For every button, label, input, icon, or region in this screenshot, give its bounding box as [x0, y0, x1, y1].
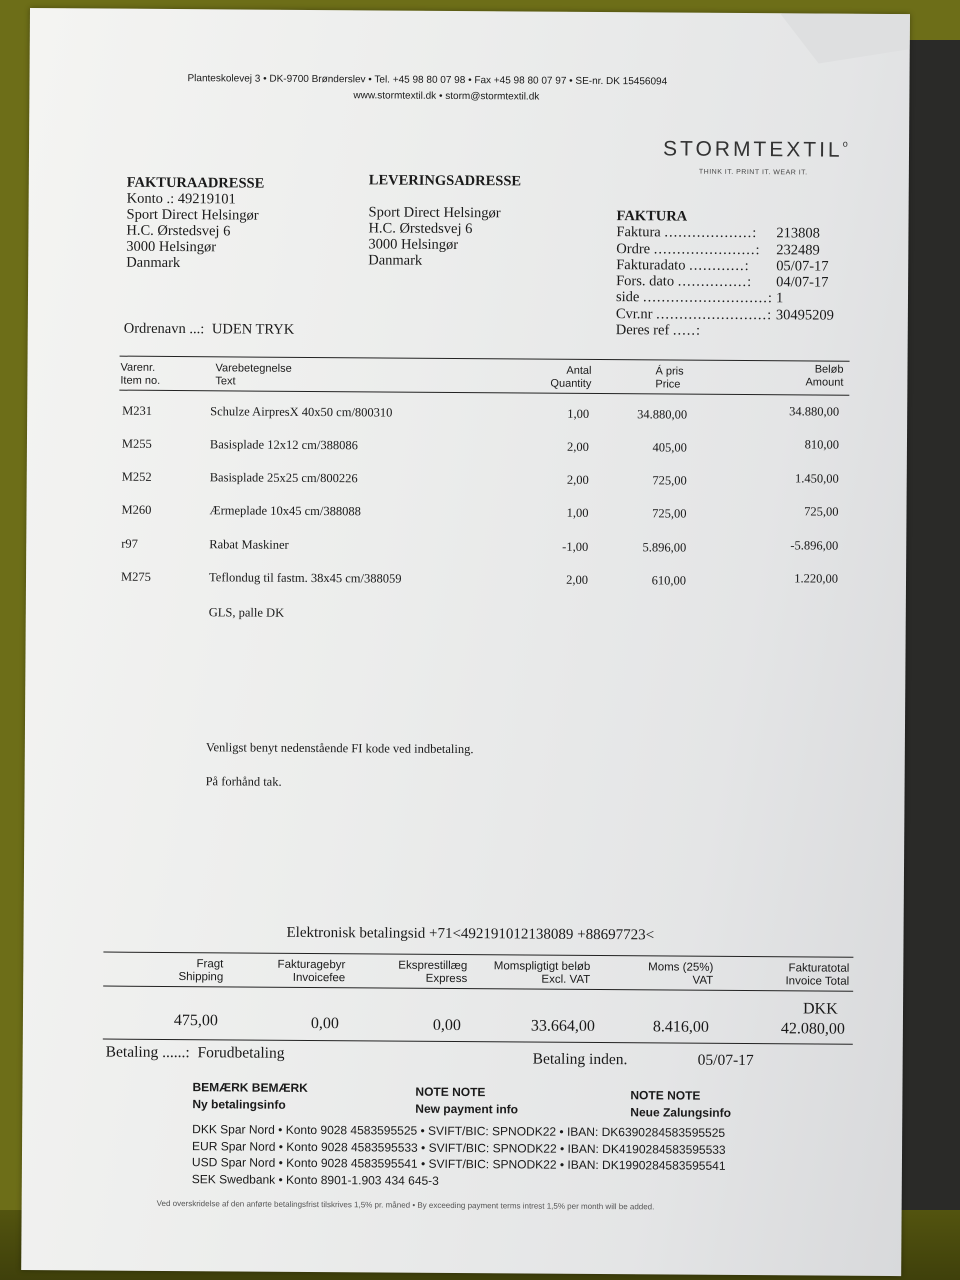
item-text: Schulze AirpresX 40x50 cm/800310 — [210, 404, 393, 420]
billing-title: FAKTURAADRESSE — [126, 174, 265, 192]
payment-due-date: 05/07-17 — [697, 1051, 754, 1070]
totals-value-express: 0,00 — [432, 1016, 461, 1035]
invoice-meta-row — [616, 257, 834, 275]
billing-line: Danmark — [126, 254, 181, 272]
col-quantity: Antal Quantity — [550, 364, 592, 390]
company-tagline: THINK IT. PRINT IT. WEAR IT. — [698, 168, 808, 177]
totals-header-vat: Moms (25%) VAT — [648, 961, 714, 987]
delivery-line: Danmark — [368, 252, 423, 269]
meta-label: side ...........................: — [615, 289, 773, 307]
invoice-meta-row — [616, 224, 834, 242]
delivery-line: Sport Direct Helsingør — [368, 204, 501, 222]
item-text: Basisplade 12x12 cm/388086 — [209, 437, 358, 453]
note-german: NOTE NOTE Neue Zalungsinfo — [630, 1088, 732, 1120]
item-text: Rabat Maskiner — [209, 537, 289, 552]
payment-terms — [106, 1044, 285, 1063]
col-price: Á pris Price — [655, 365, 684, 391]
meta-value: 1 — [775, 290, 784, 307]
item-price: 610,00 — [651, 573, 687, 588]
item-no: M231 — [122, 403, 153, 418]
item-no: r97 — [121, 536, 138, 551]
currency: DKK — [802, 1000, 838, 1018]
item-text: Basisplade 25x25 cm/800226 — [209, 470, 358, 486]
meta-label: Faktura ...................: — [616, 224, 758, 242]
invoice-meta — [616, 208, 835, 340]
item-quantity: -1,00 — [562, 539, 589, 554]
item-price: 725,00 — [652, 506, 687, 521]
meta-value: 04/07-17 — [776, 274, 829, 291]
konto-value: 49219101 — [177, 191, 236, 208]
invoice-title: FAKTURA — [616, 208, 688, 225]
meta-label: Deres ref .....: — [615, 322, 702, 339]
note-english: NOTE NOTE New payment info — [415, 1084, 519, 1117]
totals-header-invoicefee: Fakturagebyr Invoicefee — [277, 958, 346, 985]
item-price: 725,00 — [652, 473, 687, 488]
item-price: 5.896,00 — [642, 540, 687, 555]
payment-due-label: Betaling inden. — [532, 1050, 628, 1069]
company-contact-line: Planteskolevej 3 • DK-9700 Brønderslev • Tel. +45 98 80 07 98 • Fax +45 98 80 07 97 • SE-nr. DK 15456094 — [187, 73, 668, 88]
item-quantity: 2,00 — [566, 472, 589, 487]
item-no: M252 — [121, 469, 152, 484]
invoice-meta-row — [616, 322, 834, 340]
item-text: Teflondug til fastm. 38x45 cm/388059 — [208, 570, 402, 586]
item-quantity: 1,00 — [567, 406, 590, 421]
bank-line: DKK Spar Nord • Konto 9028 4583595525 • SVIFT/BIC: SPNODK22 • IBAN: DK6390284583595525 — [192, 1122, 726, 1140]
bank-details — [192, 1121, 726, 1191]
item-amount: 1.450,00 — [794, 471, 839, 486]
item-amount: 1.220,00 — [794, 571, 839, 586]
payment-label: Betaling ......: — [105, 1043, 190, 1062]
item-no: M255 — [121, 436, 152, 451]
meta-value: 05/07-17 — [776, 258, 829, 275]
invoice-page — [21, 8, 910, 1276]
totals-value-vat: 8.416,00 — [652, 1018, 709, 1036]
bank-line: USD Spar Nord • Konto 9028 4583595541 • SVIFT/BIC: SPNODK22 • IBAN: DK1990284583595541 — [191, 1155, 726, 1173]
item-quantity: 2,00 — [567, 439, 589, 454]
meta-label: Ordre ......................: — [616, 240, 761, 258]
company-web-line: www.stormtextil.dk • storm@stormtextil.dk — [353, 90, 540, 103]
logo-text: STORMTEXTIL — [662, 137, 843, 162]
col-amount: Beløb Amount — [805, 363, 844, 389]
billing-line: H.C. Ørstedsvej 6 — [126, 222, 231, 240]
item-amount: -5.896,00 — [790, 538, 839, 553]
thanks-message: På forhånd tak. — [205, 774, 282, 789]
billing-line: 3000 Helsingør — [126, 238, 217, 256]
totals-header-invoice-total: Fakturatotal Invoice Total — [785, 962, 850, 988]
meta-label: Fors. dato ...............: — [616, 273, 753, 291]
meta-value: 232489 — [776, 241, 820, 259]
delivery-line: H.C. Ørstedsvej 6 — [368, 220, 473, 238]
shipping-note: GLS, palle DK — [208, 605, 285, 620]
konto-label: Konto .: — [126, 190, 175, 208]
table-header-rule — [119, 390, 849, 396]
note-danish: BEMÆRK BEMÆRK Ny betalingsinfo — [192, 1080, 308, 1112]
totals-header-excl-vat: Momspligtigt beløb Excl. VAT — [493, 960, 591, 986]
invoice-meta-row — [616, 306, 834, 324]
billing-address — [126, 175, 264, 272]
meta-label: Fakturadato ............: — [616, 256, 750, 274]
billing-konto — [127, 191, 265, 208]
col-item-no: Varenr. Item no. — [120, 361, 161, 387]
company-logo — [663, 137, 851, 162]
meta-label: Cvr.nr ........................: — [615, 305, 773, 323]
logo-mark: o — [842, 138, 851, 149]
item-text: Ærmeplade 10x45 cm/388088 — [209, 503, 361, 519]
folded-corner — [780, 13, 910, 64]
item-quantity: 2,00 — [566, 572, 589, 587]
payment-id: Elektronisk betalingsid +71<492191012138089 +88697723< — [286, 924, 655, 944]
delivery-line: 3000 Helsingør — [368, 236, 459, 253]
delivery-address — [368, 172, 521, 269]
meta-value: 213808 — [776, 225, 820, 242]
item-no: M260 — [121, 502, 152, 517]
totals-header-rule — [103, 986, 853, 992]
item-amount: 810,00 — [804, 437, 840, 452]
totals-header-shipping: Fragt Shipping — [178, 958, 224, 984]
invoice-meta-row — [616, 290, 834, 308]
payment-value: Forudbetaling — [197, 1044, 285, 1062]
table-top-rule — [120, 356, 850, 362]
totals-header-express: Eksprestillæg Express — [398, 959, 468, 986]
bank-line: EUR Spar Nord • Konto 9028 4583595533 • SVIFT/BIC: SPNODK22 • IBAN: DK4190284583595533 — [192, 1138, 726, 1157]
item-price: 405,00 — [652, 440, 687, 455]
order-name — [124, 321, 295, 339]
billing-line: Sport Direct Helsingør — [126, 206, 259, 224]
item-amount: 725,00 — [804, 504, 839, 519]
order-name-value: UDEN TRYK — [211, 321, 295, 338]
totals-value-invoicefee: 0,00 — [310, 1014, 339, 1033]
item-no: M275 — [120, 569, 151, 584]
bank-line: SEK Swedbank • Konto 8901-1.903 434 645-3 — [191, 1171, 439, 1188]
col-text: Varebetegnelse Text — [215, 362, 292, 388]
late-payment-footnote: Ved overskridelse af den anførte betalingsfrist tilskrives 1,5% pr. måned • By exceeding payment terms intrest 1,5% per month will be added. — [156, 1198, 655, 1212]
totals-value-excl-vat: 33.664,00 — [530, 1017, 595, 1035]
totals-top-rule — [103, 952, 853, 958]
delivery-title: LEVERINGSADRESSE — [368, 172, 522, 190]
item-amount: 34.880,00 — [789, 404, 840, 419]
invoice-meta-row — [616, 273, 834, 291]
invoice-meta-row — [616, 241, 834, 259]
totals-value-shipping: 475,00 — [173, 1012, 218, 1030]
totals-value-invoice-total: 42.080,00 — [780, 1020, 845, 1038]
order-name-label: Ordrenavn ...: — [123, 320, 205, 338]
item-quantity: 1,00 — [566, 505, 589, 520]
item-price: 34.880,00 — [637, 407, 688, 422]
payment-message: Venligst benyt nedenstående FI kode ved indbetaling. — [205, 740, 474, 757]
meta-value: 30495209 — [775, 306, 834, 324]
